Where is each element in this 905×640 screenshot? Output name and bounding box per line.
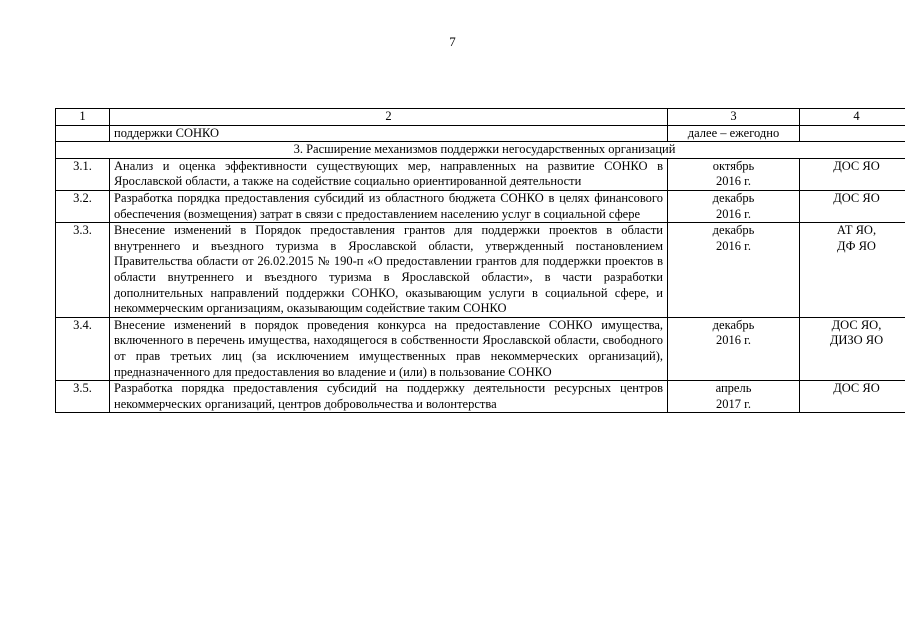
row-term [668, 317, 800, 380]
row-number: 3.2. [56, 190, 110, 222]
row-number: 3.5. [56, 381, 110, 413]
row-term [668, 158, 800, 190]
row-number: 3.3. [56, 223, 110, 318]
term-month: апрель [715, 381, 752, 396]
row-term [668, 223, 800, 318]
row-text: Разработка порядка предоставления субсидий на поддержку деятельности ресурсных центров некоммерческих организаций, центров добровольчества и волонтерства [110, 381, 668, 413]
responsible-line: АТ ЯО, [836, 223, 877, 238]
responsible-line: ДОС ЯО [833, 190, 880, 205]
row-responsible [800, 381, 905, 413]
row-term [668, 190, 800, 222]
section-row [56, 142, 905, 159]
row-number: 3.4. [56, 317, 110, 380]
continuation-row [56, 125, 905, 142]
row-responsible [800, 317, 905, 380]
row-text: Анализ и оценка эффективности существующих мер, направленных на развитие СОНКО в Ярославской области, а также на содействие социально ориентированной деятельности [110, 158, 668, 190]
row-text: Внесение изменений в Порядок предоставления грантов для поддержки проектов в области внутреннего и въездного туризма в Ярославской области, утвержденный постановлением Правительства области от 26.02.2015 № 190-п «О предоставлении грантов для поддержки проектов в области внутреннего и въездного туризма в Ярославской области», в части разработки дополнительных направлений поддержки СОНКО, оказывающим услуги в социальной сфере, и некоммерческим организациям, оказывающим содействие таким СОНКО [110, 223, 668, 318]
row-responsible [800, 223, 905, 318]
term-month: декабрь [712, 317, 755, 332]
term-month: декабрь [712, 190, 755, 205]
responsible-line: ДОС ЯО [833, 158, 880, 173]
responsible-line: ДФ ЯО [837, 238, 876, 253]
table-row [56, 158, 905, 190]
row-responsible [800, 190, 905, 222]
term-year: 2016 г. [716, 333, 751, 348]
row-text: Внесение изменений в порядок проведения конкурса на предоставление СОНКО имущества, включенного в перечень имущества, находящегося в собственности Ярославской области, свободного от прав третьих лиц (за исключением имущественных прав некоммерческих организаций), предназначенного для предоставления во владение и (или) в пользование СОНКО [110, 317, 668, 380]
term-year: 2016 г. [716, 174, 751, 189]
continuation-responsible-cell [800, 125, 905, 142]
continuation-term: далее – ежегодно [668, 125, 800, 142]
page-number: 7 [449, 34, 456, 49]
responsible-line: ДИЗО ЯО [829, 333, 884, 348]
table-header-row [56, 109, 905, 126]
term-month: октябрь [712, 158, 755, 173]
responsible-line: ДОС ЯО, [831, 317, 882, 332]
term-month: декабрь [712, 223, 755, 238]
column-number-4: 4 [800, 109, 905, 126]
table-row [56, 317, 905, 380]
row-responsible [800, 158, 905, 190]
term-year: 2017 г. [716, 396, 751, 411]
term-year: 2016 г. [716, 238, 751, 253]
row-number: 3.1. [56, 158, 110, 190]
row-term [668, 381, 800, 413]
column-number-3: 3 [668, 109, 800, 126]
plan-table [55, 108, 905, 413]
column-number-2: 2 [110, 109, 668, 126]
column-number-1: 1 [56, 109, 110, 126]
section-title: 3. Расширение механизмов поддержки негосударственных организаций [56, 142, 905, 159]
row-text: Разработка порядка предоставления субсидий из областного бюджета СОНКО в целях финансового обеспечения (возмещения) затрат в связи с предоставлением населению услуг в социальной сфере [110, 190, 668, 222]
table-row [56, 190, 905, 222]
term-year: 2016 г. [716, 206, 751, 221]
table-row [56, 381, 905, 413]
responsible-line: ДОС ЯО [833, 381, 880, 396]
table-row [56, 223, 905, 318]
continuation-num-cell [56, 125, 110, 142]
continuation-text: поддержки СОНКО [110, 125, 668, 142]
